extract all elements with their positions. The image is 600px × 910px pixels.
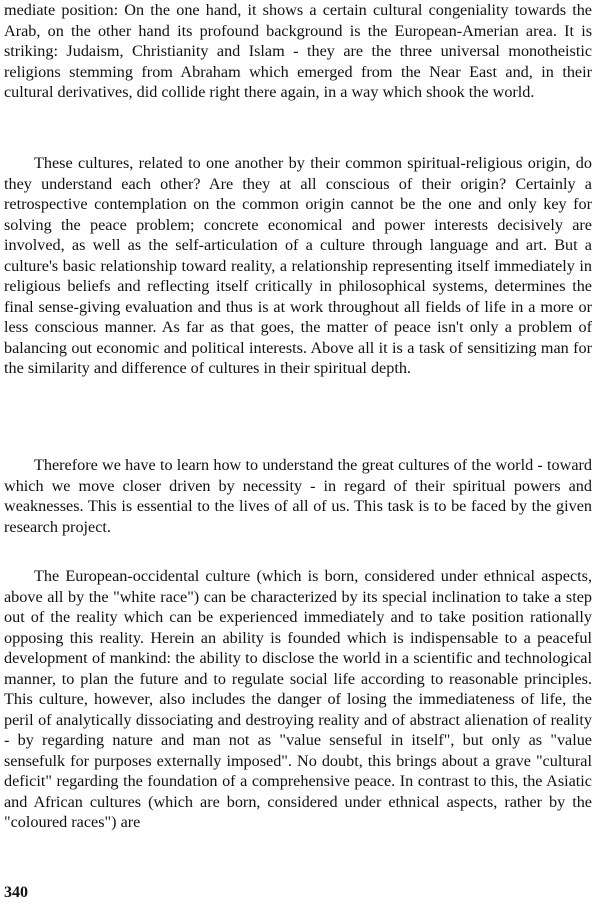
paragraph-2: These cultures, related to one another by their common spiritual-religious origin, do they understand each other? Are they at all conscious of their origin? Certainly a retrospective contemplation on the common origin cannot be the one and only key for solving the peace problem; concrete economical and power interests decisively are involved, as well as the self-articulation of a culture through language and art. But a culture's basic relationship toward reality, a relationship representing itself immediately in religious beliefs and reflecting itself critically in philosophical systems, determines the final sense-giving evaluation and thus is at work throughout all fields of life in a more or less conscious manner. As far as that goes, the matter of peace isn't only a problem of balancing out economic and political interests. Above all it is a task of sensitizing man for the similarity and difference of cultures in their spiritual depth.: [4, 154, 592, 377]
paragraph-4: The European-occidental culture (which is born, considered under ethnical aspects, above all by the "white race") can be characterized by its special inclination to take a step out of the reality which can be experienced immediately and to take position rationally opposing this reality. Herein an ability is founded which is indispensable to a peaceful development of mankind: the ability to disclose the world in a scientific and technological manner, to plan the future and to regulate social life according to reasonable principles. This culture, however, also includes the danger of losing the immediateness of life, the peril of analytically dissociating and destroying reality and of abstract alienation of reality - by regarding nature and man not as "value senseful in itself", but only as "value sensefulk for purposes externally imposed". No doubt, this brings about a grave "cultural deficit" regarding the foundation of a comprehensive peace. In contrast to this, the Asiatic and African cultures (which are born, considered under ethnical aspects, rather by the "coloured races") are: [4, 567, 592, 831]
page-number: 340: [4, 884, 28, 901]
paragraph-1: mediate position: On the one hand, it shows a certain cultural congeniality towards the Arab, on the other hand its profound background is the European-Amerian area. It is striking: Judaism, Christianity and Islam - they are the three universal monotheistic religions stemming from Abraham which emerged from the Near East and, in their cultural derivatives, did collide right there again, in a way which shook the world.: [4, 1, 592, 101]
paragraph-3: Therefore we have to learn how to understand the great cultures of the world - toward which we move closer driven by necessity - in regard of their spiritual powers and weaknesses. This is essential to the lives of all of us. This task is to be faced by the given research project.: [4, 456, 592, 536]
